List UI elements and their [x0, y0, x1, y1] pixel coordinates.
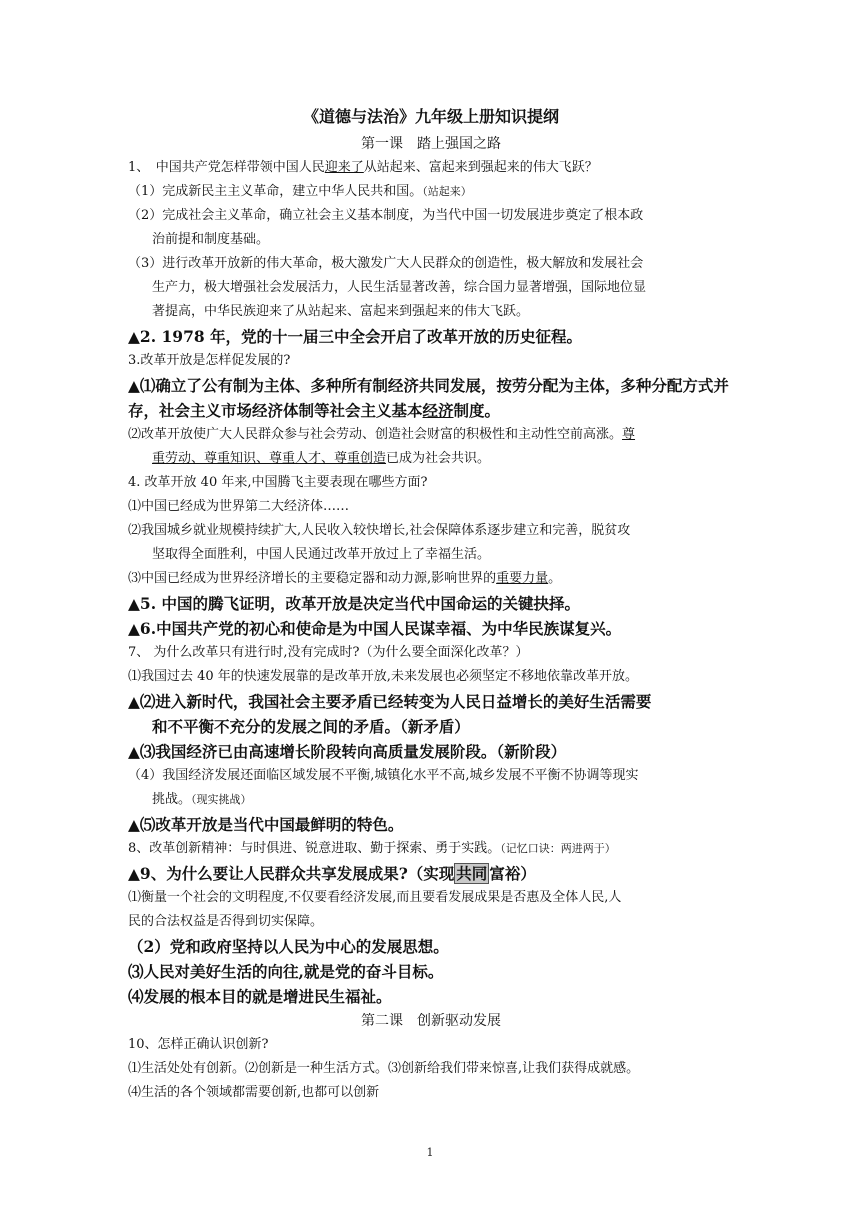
question-7: 7、 为什么改革只有进行时,没有完成时?（为什么要全面深化改革？）	[128, 645, 529, 660]
answer-10-1: ⑴生活处处有创新。⑵创新是一种生活方式。⑶创新给我们带来惊喜,让我们获得成就感。	[128, 1061, 640, 1076]
answer-text-end: 。	[548, 571, 562, 586]
answer-text: 挑战。	[152, 792, 192, 807]
answer-note: （站起来）	[422, 185, 472, 198]
answer-9-1-line-1: ⑴衡量一个社会的文明程度,不仅要看经济发展,而且要看发展成果是否惠及全体人民,人	[128, 890, 622, 905]
answer-3-1-line-1: ▲⑴确立了公有制为主体、多种所有制经济共同发展，按劳分配为主体，多种分配方式并	[128, 376, 729, 395]
question-1-text-end: 从站起来、富起来到强起来的伟大飞跃？	[363, 160, 598, 175]
answer-text-end: 制度。	[453, 401, 501, 420]
lesson-2-heading: 第二课 创新驱动发展	[361, 1013, 501, 1029]
question-9-text: ▲9、为什么要让人民群众共享发展成果?（实现	[128, 864, 455, 883]
answer-9-2: （2）党和政府坚持以人民为中心的发展思想。	[128, 937, 449, 956]
answer-text: ⑵改革开放使广大人民群众参与社会劳动、创造社会财富的积极性和主动性空前高涨。	[128, 427, 623, 442]
document-title: 《道德与法治》九年级上册知识提纲	[302, 107, 559, 126]
underlined-text: 尊	[622, 427, 636, 442]
answer-7-4-line-2	[128, 788, 734, 812]
answer-text: 存，社会主义市场经济体制等社会主义基本	[128, 401, 423, 420]
underlined-text: 重劳动、尊重知识、尊重人才、尊重创造	[152, 451, 387, 466]
answer-3-2-line-1	[128, 423, 734, 447]
underlined-text: 迎来了	[324, 160, 364, 175]
answer-7-4-line-1: （4）我国经济发展还面临区域发展不平衡,城镇化水平不高,城乡发展不平衡不协调等现实	[128, 768, 639, 783]
key-point-5: ▲5. 中国的腾飞证明，改革开放是决定当代中国命运的关键抉择。	[128, 594, 580, 613]
answer-1-1	[128, 180, 734, 204]
answer-7-1: ⑴我国过去 40 年的快速发展靠的是改革开放,未来发展也必须坚定不移地依靠改革开放。	[128, 669, 638, 684]
answer-text-end: 已成为社会共识。	[386, 451, 491, 466]
answer-4-1: ⑴中国已经成为世界第二大经济体……	[128, 499, 350, 514]
answer-4-2-line-2: 坚取得全面胜利，中国人民通过改革开放过上了幸福生活。	[152, 547, 491, 562]
question-8-text: 8、改革创新精神：与时俱进、锐意进取、勤于探索、勇于实践。	[128, 841, 501, 856]
answer-10-2: ⑷生活的各个领域都需要创新,也都可以创新	[128, 1085, 380, 1100]
question-9	[128, 861, 734, 886]
answer-1-3-line-3: 著提高，中华民族迎来了从站起来、富起来到强起来的伟大飞跃。	[152, 304, 530, 319]
answer-9-1-line-2: 民的合法权益是否得到切实保障。	[128, 914, 324, 929]
key-point-6: ▲6.中国共产党的初心和使命是为中国人民谋幸福、为中华民族谋复兴。	[128, 619, 622, 638]
answer-note: （现实挑战）	[191, 793, 252, 806]
answer-7-2-line-2: 和不平衡不充分的发展之间的矛盾。（新矛盾）	[152, 717, 470, 736]
question-1-text: 1、 中国共产党怎样带领中国人民	[128, 160, 325, 175]
highlighted-text: 共同	[456, 864, 488, 883]
question-10: 10、怎样正确认识创新?	[128, 1037, 269, 1052]
answer-7-2-line-1: ▲⑵进入新时代，我国社会主要矛盾已经转变为人民日益增长的美好生活需要	[128, 692, 652, 711]
answer-4-2-line-1: ⑵我国城乡就业规模持续扩大,人民收入较快增长,社会保障体系逐步建立和完善，脱贫攻	[128, 523, 631, 538]
answer-1-3-line-2: 生产力，极大增强社会发展活力，人民生活显著改善，综合国力显著增强，国际地位显	[152, 280, 647, 295]
page-number: 1	[426, 1146, 434, 1159]
page-content	[128, 104, 734, 1105]
question-9-text-end: 富裕）	[489, 864, 536, 883]
answer-4-3	[128, 567, 734, 591]
question-4: 4. 改革开放 40 年来,中国腾飞主要表现在哪些方面?	[128, 475, 428, 490]
answer-1-2-line-1: （2）完成社会主义革命，确立社会主义基本制度，为当代中国一切发展进步奠定了根本政	[128, 208, 644, 223]
answer-7-5: ▲⑸改革开放是当代中国最鲜明的特色。	[128, 815, 404, 834]
underlined-text: 重要力量	[496, 571, 549, 586]
question-3: 3.改革开放是怎样促发展的?	[128, 353, 291, 368]
lesson-1-heading: 第一课 踏上强国之路	[361, 136, 501, 152]
underlined-text: 经济	[422, 401, 454, 420]
key-point-2: ▲2. 1978 年，党的十一届三中全会开启了改革开放的历史征程。	[128, 327, 583, 346]
answer-1-3-line-1: （3）进行改革开放新的伟大革命，极大激发广大人民群众的创造性，极大解放和发展社会	[128, 256, 644, 271]
answer-1-2-line-2: 治前提和制度基础。	[152, 232, 270, 247]
answer-text: ⑶中国已经成为世界经济增长的主要稳定器和动力源,影响世界的	[128, 571, 497, 586]
answer-text: （1）完成新民主主义革命，建立中华人民共和国。	[128, 184, 423, 199]
answer-3-2-line-2	[128, 447, 734, 471]
answer-9-4: ⑷发展的根本目的就是增进民生福祉。	[128, 987, 392, 1006]
question-8	[128, 837, 734, 861]
answer-9-3: ⑶人民对美好生活的向往,就是党的奋斗目标。	[128, 962, 444, 981]
answer-3-1-line-2	[128, 398, 734, 423]
question-1	[128, 156, 734, 180]
answer-7-3: ▲⑶我国经济已由高速增长阶段转向高质量发展阶段。（新阶段）	[128, 742, 567, 761]
memory-tip: （记忆口诀：两进两于）	[500, 842, 616, 855]
